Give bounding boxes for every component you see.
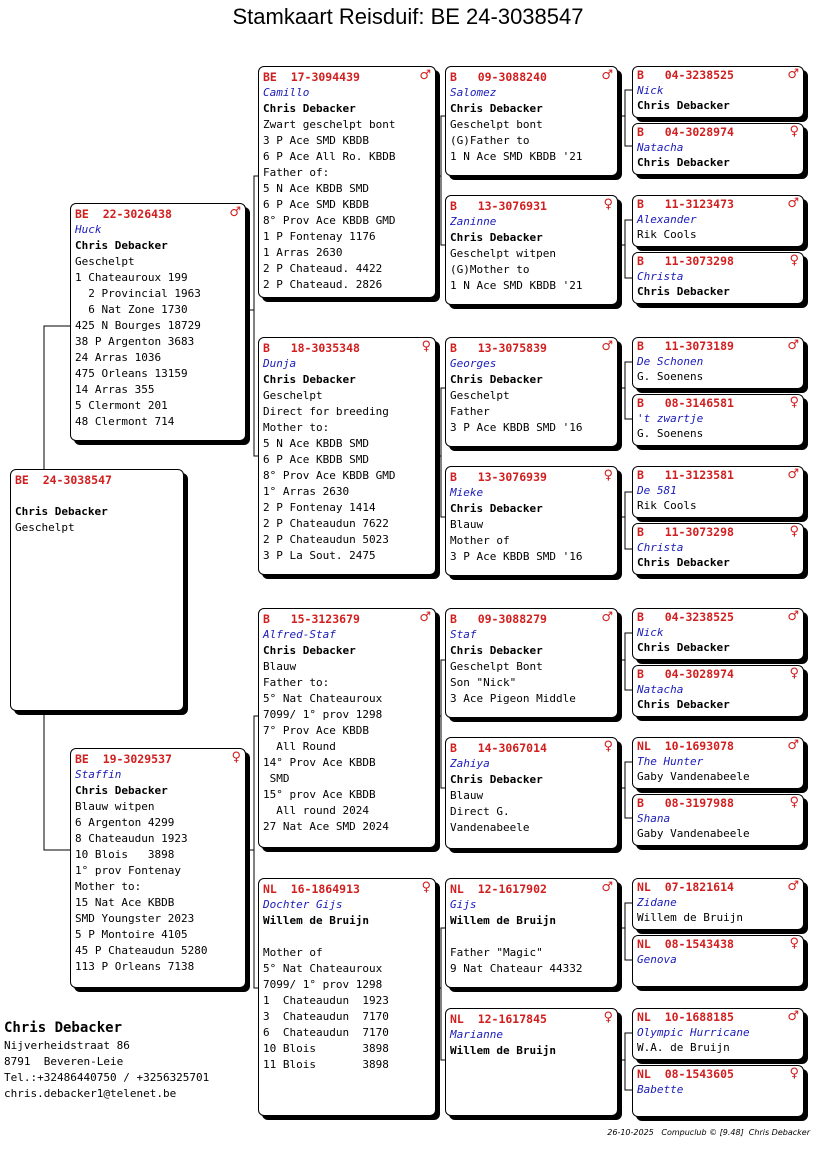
dam-sire-card[interactable]: [258, 608, 436, 848]
pigeon-info-line: 6 Argenton 4299: [75, 816, 175, 829]
ring-number: BE 24-3038547: [15, 473, 112, 487]
pigeon-name: Dochter Gijs: [263, 898, 343, 911]
pigeon-name: Gijs: [450, 898, 477, 911]
pigeon-info-line: Geschelpt: [450, 389, 510, 402]
pigeon-info-line: 48 Clermont 714: [75, 415, 175, 428]
pigeon-name: Nick: [637, 84, 664, 97]
ring-number: B 04-3238525: [637, 68, 734, 82]
pigeon-info-line: All Round: [263, 740, 336, 753]
pigeon-name: Alfred-Staf: [263, 628, 336, 641]
owner-name: Chris Debacker: [450, 231, 543, 244]
pigeon-info-line: 10 Blois 3898: [263, 1042, 389, 1055]
pigeon-info-line: SMD Youngster 2023: [75, 912, 195, 925]
pigeon-info-line: 15 Nat Ace KBDB: [75, 896, 175, 909]
gen4-card-10[interactable]: [632, 665, 804, 717]
male-icon: ♂: [601, 68, 613, 83]
ring-number: NL 07-1821614: [637, 880, 734, 894]
owner-name: Chris Debacker: [637, 285, 730, 298]
pigeon-info-line: 1° Arras 2630: [263, 485, 350, 498]
ring-number: BE 22-3026438: [75, 207, 172, 221]
sire-card[interactable]: [70, 203, 246, 441]
pigeon-info-line: Direct G.: [450, 805, 510, 818]
pigeon-name: Camillo: [263, 86, 310, 99]
pigeon-info-line: [450, 929, 613, 945]
pigeon-name: 't zwartje: [637, 412, 704, 425]
gen3-card-dss[interactable]: [445, 608, 618, 718]
pigeon-info-line: Father to:: [263, 676, 330, 689]
pigeon-info-line: 15° prov Ace KBDB: [263, 788, 376, 801]
pigeon-info-line: 9 Nat Chateaur 44332: [450, 962, 583, 975]
owner-name: Rik Cools: [637, 228, 697, 241]
pigeon-info-line: 3 P Ace KBDB SMD '16: [450, 421, 583, 434]
pigeon-info-line: 1 P Fontenay 1176: [263, 230, 376, 243]
pigeon-info-line: Mother to:: [75, 880, 142, 893]
ring-number: B 11-3123473: [637, 197, 734, 211]
owner-email: chris.debacker1@telenet.be: [4, 1087, 177, 1100]
pigeon-info-line: 6 P Ace SMD KBDB: [263, 198, 369, 211]
pigeon-name: Christa: [637, 541, 684, 554]
pigeon-info-line: Mother to:: [263, 421, 330, 434]
pigeon-name: Marianne: [450, 1028, 503, 1041]
ring-number: NL 16-1864913: [263, 882, 360, 896]
male-icon: ♂: [787, 467, 799, 482]
male-icon: ♂: [787, 338, 799, 353]
male-icon: ♂: [787, 1009, 799, 1024]
pigeon-info-line: 2 P Chateaudun 7622: [263, 517, 389, 530]
ring-number: B 04-3028974: [637, 667, 734, 681]
gen3-card-dsd[interactable]: [445, 737, 618, 849]
pigeon-name: Alexander: [637, 213, 697, 226]
gen3-card-dds[interactable]: [445, 878, 618, 988]
pigeon-info-line: Father: [450, 405, 490, 418]
owner-name: Willem de Bruijn: [450, 914, 556, 927]
male-icon: ♂: [601, 610, 613, 625]
female-icon: ♀: [789, 795, 799, 810]
dam-card[interactable]: [70, 748, 246, 988]
ring-number: B 04-3028974: [637, 125, 734, 139]
pigeon-info-line: 5° Nat Chateauroux: [263, 692, 383, 705]
owner-name: Chris Debacker: [450, 644, 543, 657]
pigeon-info-line: (G)Mother to: [450, 263, 530, 276]
pigeon-info-line: 1 Chateauroux 199: [75, 271, 188, 284]
ring-number: NL 08-1543438: [637, 937, 734, 951]
female-icon: ♀: [603, 1010, 613, 1025]
sire-dam-card[interactable]: [258, 337, 436, 575]
pigeon-info-line: 425 N Bourges 18729: [75, 319, 201, 332]
owner-name: G. Soenens: [637, 370, 704, 383]
dam-dam-card[interactable]: [258, 878, 436, 1116]
owner-name: Chris Debacker: [263, 102, 356, 115]
pigeon-name: Georges: [450, 357, 497, 370]
ring-number: NL 10-1693078: [637, 739, 734, 753]
pigeon-info-line: 7099/ 1° prov 1298: [263, 708, 383, 721]
pigeon-info-line: 8° Prov Ace KBDB GMD: [263, 214, 396, 227]
pigeon-info-line: Blauw witpen: [75, 800, 155, 813]
owner-name: Chris Debacker: [263, 373, 356, 386]
pigeon-info-line: Zwart geschelpt bont: [263, 118, 396, 131]
pigeon-info-line: Direct for breeding: [263, 405, 389, 418]
pigeon-info-line: 45 P Chateaudun 5280: [75, 944, 208, 957]
pigeon-name: Zidane: [637, 896, 677, 909]
ring-number: B 11-3073298: [637, 254, 734, 268]
pigeon-info-line: 1 N Ace SMD KBDB '21: [450, 279, 583, 292]
pigeon-name: Zaninne: [450, 215, 497, 228]
gen4-card-12[interactable]: [632, 794, 804, 846]
pigeon-info-line: Son "Nick": [450, 676, 517, 689]
pigeon-info-line: 14 Arras 355: [75, 383, 155, 396]
pigeon-name: Christa: [637, 270, 684, 283]
pigeon-info-line: 5 N Ace KBDB SMD: [263, 182, 369, 195]
ring-number: B 11-3073298: [637, 525, 734, 539]
owner-name: W.A. de Bruijn: [637, 1041, 730, 1054]
gen4-card-4[interactable]: [632, 252, 804, 304]
owner-address-line: 8791 Beveren-Leie: [4, 1055, 124, 1068]
main-pigeon-card[interactable]: [10, 469, 184, 711]
owner-name: Willem de Bruijn: [263, 914, 369, 927]
pigeon-info-line: 5 Clermont 201: [75, 399, 168, 412]
gen4-card-3[interactable]: [632, 195, 804, 247]
gen4-card-11[interactable]: [632, 737, 804, 789]
owner-name: Chris Debacker: [637, 556, 730, 569]
pigeon-info-line: 5° Nat Chateauroux: [263, 962, 383, 975]
pigeon-info-line: Geschelpt witpen: [450, 247, 556, 260]
owner-name: Chris Debacker: [15, 505, 108, 518]
pigeon-info-line: 5 P Montoire 4105: [75, 928, 188, 941]
pigeon-info-line: 8° Prov Ace KBDB GMD: [263, 469, 396, 482]
pigeon-info-line: 2 P Chateaud. 2826: [263, 278, 383, 291]
female-icon: ♀: [789, 666, 799, 681]
pigeon-info-line: 3 P Ace SMD KBDB: [263, 134, 369, 147]
gen3-card-sdd[interactable]: [445, 466, 618, 576]
pigeon-info-line: Blauw: [450, 518, 484, 531]
pigeon-name: Staffin: [75, 768, 122, 781]
female-icon: ♀: [603, 468, 613, 483]
ring-number: B 15-3123679: [263, 612, 360, 626]
female-icon: ♀: [603, 739, 613, 754]
ring-number: B 14-3067014: [450, 741, 547, 755]
pigeon-info-line: Mother of: [263, 946, 323, 959]
owner-address-line: Nijverheidstraat 86: [4, 1039, 130, 1052]
pigeon-info-line: Geschelpt: [15, 521, 75, 534]
owner-name: G. Soenens: [637, 427, 704, 440]
gen4-card-1[interactable]: [632, 66, 804, 118]
male-icon: ♂: [787, 67, 799, 82]
owner-name: Chris Debacker: [75, 239, 168, 252]
pigeon-name: Genova: [637, 953, 677, 966]
pigeon-info-line: 2 P Chateaudun 5023: [263, 533, 389, 546]
ring-number: BE 19-3029537: [75, 752, 172, 766]
footer-credit: 26-10-2025 Compuclub © [9.48] Chris Debacker: [607, 1128, 810, 1137]
pigeon-info-line: 14° Prov Ace KBDB: [263, 756, 376, 769]
gen4-card-14[interactable]: [632, 935, 804, 987]
ring-number: NL 10-1688185: [637, 1010, 734, 1024]
pigeon-info-line: 7° Prov Ace KBDB: [263, 724, 369, 737]
ring-number: B 13-3076931: [450, 199, 547, 213]
pigeon-name: De Schonen: [637, 355, 704, 368]
owner-name: Willem de Bruijn: [450, 1044, 556, 1057]
pigeon-info-line: 3 P La Sout. 2475: [263, 549, 376, 562]
male-icon: ♂: [601, 880, 613, 895]
female-icon: ♀: [421, 880, 431, 895]
ring-number: NL 12-1617902: [450, 882, 547, 896]
female-icon: ♀: [603, 197, 613, 212]
pigeon-info-line: 3 Ace Pigeon Middle: [450, 692, 576, 705]
pigeon-info-line: 475 Orleans 13159: [75, 367, 188, 380]
pigeon-info-line: 38 P Argenton 3683: [75, 335, 195, 348]
ring-number: NL 08-1543605: [637, 1067, 734, 1081]
pigeon-info-line: (G)Father to: [450, 134, 530, 147]
owner-phone: Tel.:+32486440750 / +3256325701: [4, 1071, 210, 1084]
gen3-card-sss[interactable]: [445, 66, 618, 176]
pigeon-info-line: 6 P Ace KBDB SMD: [263, 453, 369, 466]
owner-name: Chris Debacker: [450, 102, 543, 115]
male-icon: ♂: [601, 339, 613, 354]
male-icon: ♂: [787, 738, 799, 753]
pigeon-info-line: 1 Chateaudun 1923: [263, 994, 389, 1007]
ring-number: B 18-3035348: [263, 341, 360, 355]
ring-number: B 08-3146581: [637, 396, 734, 410]
pigeon-info-line: Vandenabeele: [450, 821, 530, 834]
gen4-card-16[interactable]: [632, 1065, 804, 1117]
ring-number: B 13-3076939: [450, 470, 547, 484]
ring-number: BE 17-3094439: [263, 70, 360, 84]
gen3-card-sds[interactable]: [445, 337, 618, 447]
pigeon-info-line: 6 P Ace All Ro. KBDB: [263, 150, 396, 163]
female-icon: ♀: [789, 395, 799, 410]
female-icon: ♀: [421, 339, 431, 354]
owner-name: Gaby Vandenabeele: [637, 770, 750, 783]
gen3-card-ssd[interactable]: [445, 195, 618, 305]
female-icon: ♀: [789, 936, 799, 951]
female-icon: ♀: [789, 1066, 799, 1081]
pigeon-info-line: Mother of: [450, 534, 510, 547]
male-icon: ♂: [229, 205, 241, 220]
pigeon-info-line: 3 Chateaudun 7170: [263, 1010, 389, 1023]
pigeon-name: Dunja: [263, 357, 297, 370]
gen4-card-5[interactable]: [632, 337, 804, 389]
pigeon-name: Nick: [637, 626, 664, 639]
pigeon-info-line: 1 Arras 2630: [263, 246, 343, 259]
owner-name: Chris Debacker: [75, 784, 168, 797]
pigeon-info-line: 6 Nat Zone 1730: [75, 303, 188, 316]
pigeon-name: Shana: [637, 812, 671, 825]
male-icon: ♂: [419, 68, 431, 83]
pigeon-info-line: 1 N Ace SMD KBDB '21: [450, 150, 583, 163]
ring-number: B 13-3075839: [450, 341, 547, 355]
pigeon-name: Mieke: [450, 486, 484, 499]
gen4-card-13[interactable]: [632, 878, 804, 930]
gen4-card-6[interactable]: [632, 394, 804, 446]
pigeon-info-line: [263, 929, 431, 945]
male-icon: ♂: [787, 196, 799, 211]
owner-name: Gaby Vandenabeele: [637, 827, 750, 840]
gen4-card-15[interactable]: [632, 1008, 804, 1060]
pigeon-info-line: Geschelpt Bont: [450, 660, 543, 673]
owner-name: Chris Debacker: [4, 1020, 123, 1036]
pigeon-info-line: Father "Magic": [450, 946, 543, 959]
female-icon: ♀: [789, 124, 799, 139]
male-icon: ♂: [419, 610, 431, 625]
ring-number: B 09-3088279: [450, 612, 547, 626]
owner-name: Chris Debacker: [637, 698, 730, 711]
ring-number: NL 12-1617845: [450, 1012, 547, 1026]
owner-name: Chris Debacker: [637, 641, 730, 654]
pigeon-info-line: 24 Arras 1036: [75, 351, 162, 364]
pigeon-info-line: 3 P Ace KBDB SMD '16: [450, 550, 583, 563]
gen4-card-9[interactable]: [632, 608, 804, 660]
pigeon-info-line: 2 P Chateaud. 4422: [263, 262, 383, 275]
pigeon-info-line: 2 Provincial 1963: [75, 287, 201, 300]
pigeon-info-line: Blauw: [450, 789, 484, 802]
pigeon-info-line: Geschelpt bont: [450, 118, 543, 131]
female-icon: ♀: [789, 524, 799, 539]
ring-number: B 09-3088240: [450, 70, 547, 84]
pigeon-info-line: Geschelpt: [75, 255, 135, 268]
gen3-card-ddd[interactable]: [445, 1008, 618, 1116]
pigeon-info-line: 27 Nat Ace SMD 2024: [263, 820, 389, 833]
pigeon-name: The Hunter: [637, 755, 704, 768]
ring-number: B 11-3073189: [637, 339, 734, 353]
pigeon-info-line: 113 P Orleans 7138: [75, 960, 195, 973]
male-icon: ♂: [787, 879, 799, 894]
pigeon-name: Natacha: [637, 683, 684, 696]
male-icon: ♂: [787, 609, 799, 624]
pigeon-info-line: 1° prov Fontenay: [75, 864, 181, 877]
pigeon-name: De 581: [637, 484, 677, 497]
pigeon-info-line: Geschelpt: [263, 389, 323, 402]
ring-number: B 08-3197988: [637, 796, 734, 810]
ring-number: B 11-3123581: [637, 468, 734, 482]
pigeon-name: Salomez: [450, 86, 497, 99]
owner-name: Chris Debacker: [450, 502, 543, 515]
pigeon-name: Olympic Hurricane: [637, 1026, 750, 1039]
pigeon-info-line: 8 Chateaudun 1923: [75, 832, 188, 845]
ring-number: B 04-3238525: [637, 610, 734, 624]
pigeon-info-line: Father of:: [263, 166, 330, 179]
pigeon-info-line: 2 P Fontenay 1414: [263, 501, 376, 514]
owner-name: Rik Cools: [637, 499, 697, 512]
owner-name: Chris Debacker: [263, 644, 356, 657]
pigeon-name: Staf: [450, 628, 477, 641]
pigeon-info-line: 11 Blois 3898: [263, 1058, 389, 1071]
page-title: Stamkaart Reisduif: BE 24-3038547: [232, 4, 584, 29]
pigeon-name: Babette: [637, 1083, 684, 1096]
owner-name: Chris Debacker: [450, 373, 543, 386]
female-icon: ♀: [231, 750, 241, 765]
pigeon-info-line: Blauw: [263, 660, 297, 673]
sire-sire-card[interactable]: [258, 66, 436, 298]
gen4-card-7[interactable]: [632, 466, 804, 518]
pigeon-info-line: SMD: [263, 772, 290, 785]
female-icon: ♀: [789, 253, 799, 268]
owner-name: Chris Debacker: [450, 773, 543, 786]
gen4-card-2[interactable]: [632, 123, 804, 175]
owner-name: Willem de Bruijn: [637, 911, 743, 924]
pigeon-info-line: 10 Blois 3898: [75, 848, 175, 861]
pigeon-name: Zahiya: [450, 757, 490, 770]
pigeon-info-line: 7099/ 1° prov 1298: [263, 978, 383, 991]
pigeon-name: Natacha: [637, 141, 684, 154]
pigeon-info-line: 6 Chateaudun 7170: [263, 1026, 389, 1039]
pigeon-info-line: All round 2024: [263, 804, 369, 817]
owner-name: Chris Debacker: [637, 99, 730, 112]
pigeon-name: Huck: [75, 223, 102, 236]
gen4-card-8[interactable]: [632, 523, 804, 575]
owner-address-block: [4, 1018, 209, 1102]
pigeon-info-line: 5 N Ace KBDB SMD: [263, 437, 369, 450]
owner-name: Chris Debacker: [637, 156, 730, 169]
